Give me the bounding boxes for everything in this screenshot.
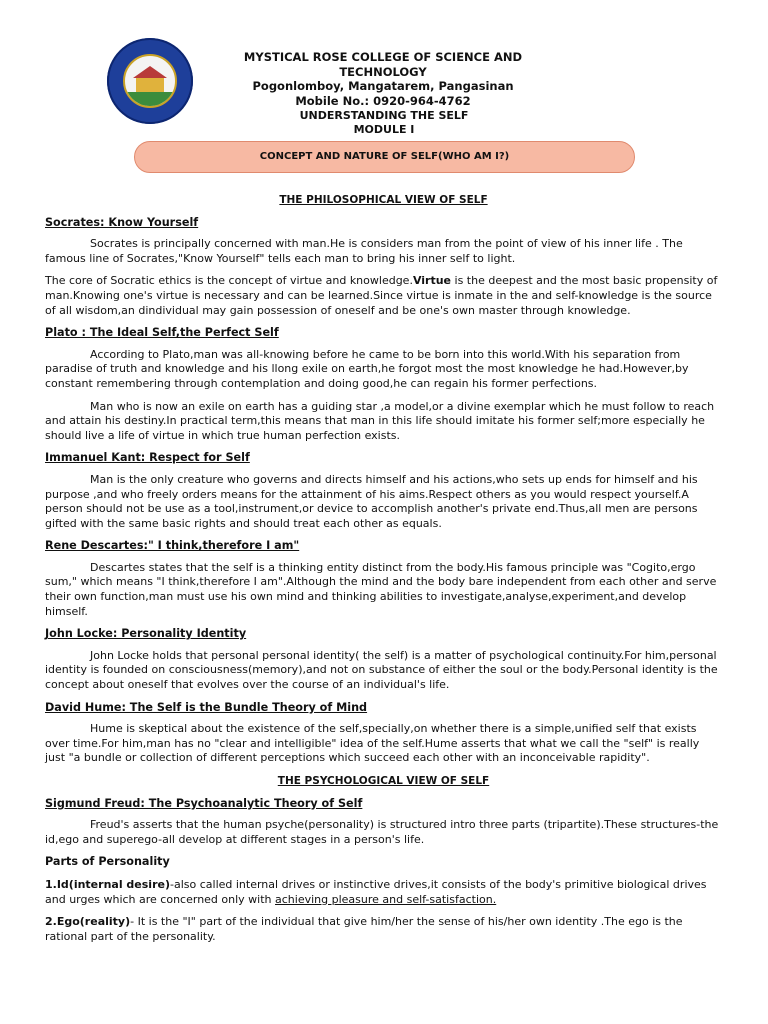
paragraph: According to Plato,man was all-knowing before he came to be born into this world.With his separation from paradise of truth and knowledge and his llong exile on earth,he forgot most the most knowledge he had.However,by constant remembering through contemplation and doing good,he can regain his former perfections. [45, 347, 689, 390]
topic-banner: CONCEPT AND NATURE OF SELF(WHO AM I?) [134, 141, 635, 173]
paragraph: The core of Socratic ethics is the concept of virtue and knowledge.Virtue is the deepest and the most basic propensity of man.Knowing one's virtue is necessary and can be learned.Since virtue is inmate in the and self-knowledge is the source of all wisdom,an dindividual may gain possession of oneself and be one's own master through knowledge. [45, 274, 718, 317]
heading-parts-of-personality: Parts of Personality [45, 855, 170, 869]
paragraph: Man is the only creature who governs and directs himself and his actions,who sets up ends for himself and his purpose ,and who freely orders means for the attainment of his aims.Respect others as you would respect yourself.A person should not be use as a tool,instrument,or device to accomplish another's private end.Thus,all men are persons gifted with the same basic rights and should treat each other as equals. [45, 472, 698, 530]
paragraph: Hume is skeptical about the existence of the self,specially,on whether there is a simple,unified self that exists over time.For him,man has no "clear and intelligible" idea of the self.Hume asserts that what we call the "self" is really just "a bundle or collection of different perceptions which succeed each other with an inconceivable rapidity". [45, 722, 700, 765]
school-header [200, 50, 566, 108]
seal-emblem [123, 54, 177, 108]
school-address: Pogonlomboy, Mangatarem, Pangasinan [252, 79, 514, 93]
heading-plato: Plato : The Ideal Self,the Perfect Self [45, 326, 279, 340]
paragraph-ego: 2.Ego(reality)- It is the "I" part of the individual that give him/her the sense of his/her own identity .The ego is the rational part of the personality. [45, 915, 683, 943]
heading-descartes: Rene Descartes:" I think,therefore I am" [45, 539, 300, 553]
term-id: 1.Id(internal desire) [45, 877, 170, 891]
module-header [0, 109, 768, 136]
underlined-phrase: achieving pleasure and self-satisfaction. [275, 892, 497, 906]
paragraph: Freud's asserts that the human psyche(personality) is structured intro three parts (tripartite).These structures-the id,ego and superego-all develop at different stages in a person's life. [45, 818, 719, 846]
module-number: MODULE I [353, 122, 415, 136]
heading-freud: Sigmund Freud: The Psychoanalytic Theory of Self [45, 796, 363, 810]
section-title-psychological: THE PSYCHOLOGICAL VIEW OF SELF [277, 775, 490, 787]
section-title-philosophical: THE PHILOSOPHICAL VIEW OF SELF [279, 194, 488, 206]
heading-locke: John Locke: Personality Identity [45, 627, 247, 641]
school-name: MYSTICAL ROSE COLLEGE OF SCIENCE AND TECHNOLOGY [243, 50, 523, 79]
paragraph-id: 1.Id(internal desire)-also called internal drives or instinctive drives,it consists of the body's primitive biological drives and urges which are concerned only with achieving pleasure and self-satisfaction. [45, 877, 707, 906]
paragraph: Descartes states that the self is a thinking entity distinct from the body.His famous principle was "Cogito,ergo sum," which means "I think,therefore I am".Although the mind and the body bare independent from each other and serve their own function,man must use his own mind and thinking abilities to investigate,analyse,experiment,and develop himself. [45, 560, 717, 618]
paragraph: Man who is now an exile on earth has a guiding star ,a model,or a divine exemplar which he must follow to reach and attain his destiny.In practical term,this means that man in this life should imitate his former self;more especially he should live a life of virtue in which true human perfection exists. [45, 399, 715, 442]
heading-socrates: Socrates: Know Yourself [45, 215, 199, 229]
document-body [45, 193, 722, 952]
heading-hume: David Hume: The Self is the Bundle Theory of Mind [45, 700, 368, 714]
term-ego: 2.Ego(reality) [45, 915, 131, 929]
heading-kant: Immanuel Kant: Respect for Self [45, 451, 250, 465]
course-title: UNDERSTANDING THE SELF [299, 109, 469, 122]
paragraph: Socrates is principally concerned with man.He is considers man from the point of view of his inner life . The famous line of Socrates,"Know Yourself" tells each man to bring his inner self to light. [45, 237, 683, 265]
paragraph: John Locke holds that personal personal identity( the self) is a matter of psychological continuity.For him,personal identity is founded on consciousness(memory),and not on substance of either the soul or the body.Personal identity is the concept about oneself that evolves over the course of an individual's life. [45, 648, 718, 692]
school-mobile: Mobile No.: 0920-964-4762 [295, 93, 471, 108]
bold-term: Virtue [412, 274, 452, 288]
